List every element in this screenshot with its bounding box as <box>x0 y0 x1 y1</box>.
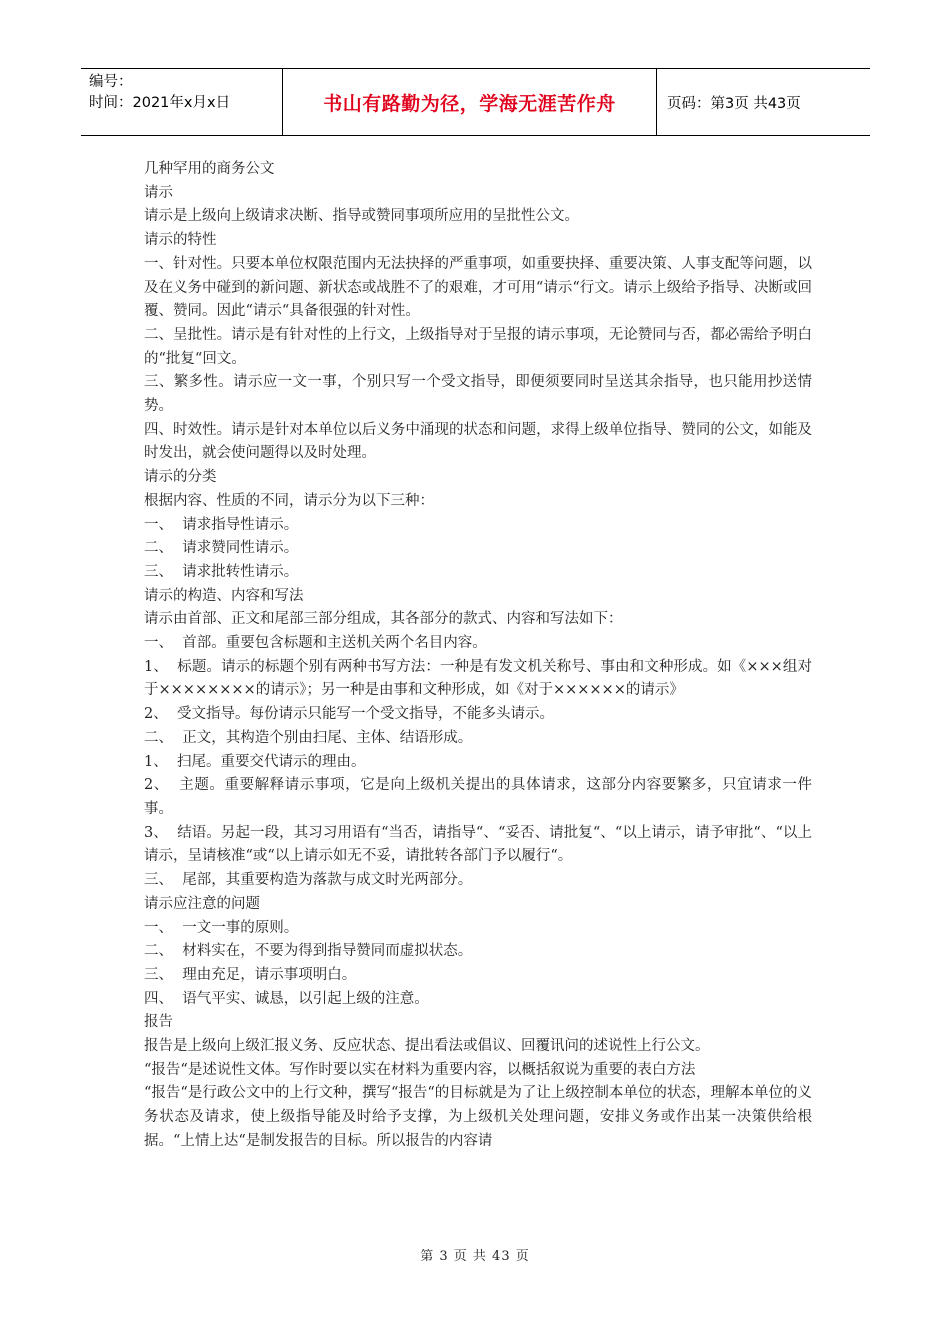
body-paragraph: 2、 受文指导。每份请示只能写一个受文指导，不能多头请示。 <box>144 706 554 723</box>
body-paragraph: 二、 正文，其构造个别由扫尾、主体、结语形成。 <box>144 729 473 746</box>
body-paragraph: 2、 主题。重要解释请示事项，它是向上级机关提出的具体请求，这部分内容要繁多，只宜请求一件事。 <box>144 777 812 817</box>
body-paragraph: 四、时效性。请示是针对本单位以后义务中涌现的状态和问题，求得上级单位指导、赞同的公文，如能及时发出，就会使问题得以及时处理。 <box>144 421 812 462</box>
header-meta <box>89 72 279 114</box>
body-paragraph: 一、 首部。重要包含标题和主送机关两个名目内容。 <box>144 635 487 652</box>
body-paragraph: 请示 <box>144 184 173 201</box>
body-paragraph: 一、 一文一事的原则。 <box>144 919 299 936</box>
body-paragraph: 1、 扫尾。重要交代请示的理由。 <box>144 753 366 770</box>
header-motto: 书山有路勤为径，学海无涯苦作舟 <box>323 92 616 115</box>
body-paragraph: 请示的特性 <box>144 232 217 249</box>
body-paragraph: 三、 尾部，其重要构造为落款与成文时光两部分。 <box>144 872 473 889</box>
body-paragraph: 请示是上级向上级请求决断、指导或赞同事项所应用的呈批性公文。 <box>144 208 579 225</box>
page-header <box>81 68 870 136</box>
body-paragraph: 根据内容、性质的不同，请示分为以下三种： <box>144 492 434 509</box>
body-paragraph: 3、 结语。另起一段，其习习用语有“当否，请指导“、“妥否、请批复“、“以上请示，请予审批“、“以上请示，呈请核准“或“以上请示如无不妥，请批转各部门予以履行“。 <box>144 824 812 865</box>
body-paragraph: 三、 理由充足，请示事项明白。 <box>144 966 357 983</box>
header-divider <box>656 68 657 136</box>
body-paragraph: 请示由首部、正文和尾部三部分组成，其各部分的款式、内容和写法如下： <box>144 611 623 628</box>
document-body <box>144 158 812 1154</box>
body-paragraph: 报告 <box>144 1014 173 1031</box>
body-paragraph: “报告“是述说性文体。写作时要以实在材料为重要内容，以概括叙说为重要的表白方法 <box>144 1061 696 1078</box>
body-paragraph: 二、 材料实在，不要为得到指导赞同而虚拟状态。 <box>144 943 473 960</box>
body-paragraph: 报告是上级向上级汇报义务、反应状态、提出看法或倡议、回覆讯问的述说性上行公文。 <box>144 1038 710 1055</box>
document-number-label: 编号： <box>89 74 133 90</box>
body-paragraph: 三、繁多性。请示应一文一事，个别只写一个受文指导，即便须要同时呈送其余指导，也只能用抄送情势。 <box>144 374 812 415</box>
body-paragraph: 1、 标题。请示的标题个别有两种书写方法：一种是有发文机关称号、事由和文种形成。如《×××组对于××××××××的请示》；另一种是由事和文种形成，如《对于××××××的请示》 <box>144 658 812 699</box>
document-time-label: 时间：2021年x月x日 <box>89 95 231 111</box>
body-paragraph: 请示应注意的问题 <box>144 895 260 912</box>
body-paragraph: 四、 语气平实、诚恳，以引起上级的注意。 <box>144 990 429 1007</box>
body-paragraph: “报告“是行政公文中的上行文种，撰写“报告“的目标就是为了让上级控制本单位的状态，理解本单位的义务状态及请求，使上级指导能及时给予支撑，为上级机关处理问题，安排义务或作出某一决策供给根据。“上情上达“是制发报告的目标。所以报告的内容请 <box>144 1085 812 1149</box>
body-paragraph: 三、 请求批转性请示。 <box>144 563 299 580</box>
body-paragraph: 一、针对性。只要本单位权限范围内无法抉择的严重事项，如重要抉择、重要决策、人事支配等问题，以及在义务中碰到的新问题、新状态或战胜不了的艰难，才可用“请示“行文。请示上级给予指导、决断或回覆、赞同。因此“请示“具备很强的针对性。 <box>144 255 812 320</box>
body-paragraph: 请示的分类 <box>144 469 217 486</box>
header-page-info: 页码：第3页 共43页 <box>667 95 801 112</box>
page-footer: 第 3 页 共 43 页 <box>420 1249 530 1264</box>
body-paragraph: 请示的构造、内容和写法 <box>144 587 304 604</box>
body-paragraph: 二、呈批性。请示是有针对性的上行文，上级指导对于呈报的请示事项，无论赞同与否，都必需给予明白的“批复“回文。 <box>144 326 812 367</box>
body-paragraph: 二、 请求赞同性请示。 <box>144 540 299 557</box>
body-paragraph: 一、 请求指导性请示。 <box>144 516 299 533</box>
body-paragraph: 几种罕用的商务公文 <box>144 161 275 177</box>
